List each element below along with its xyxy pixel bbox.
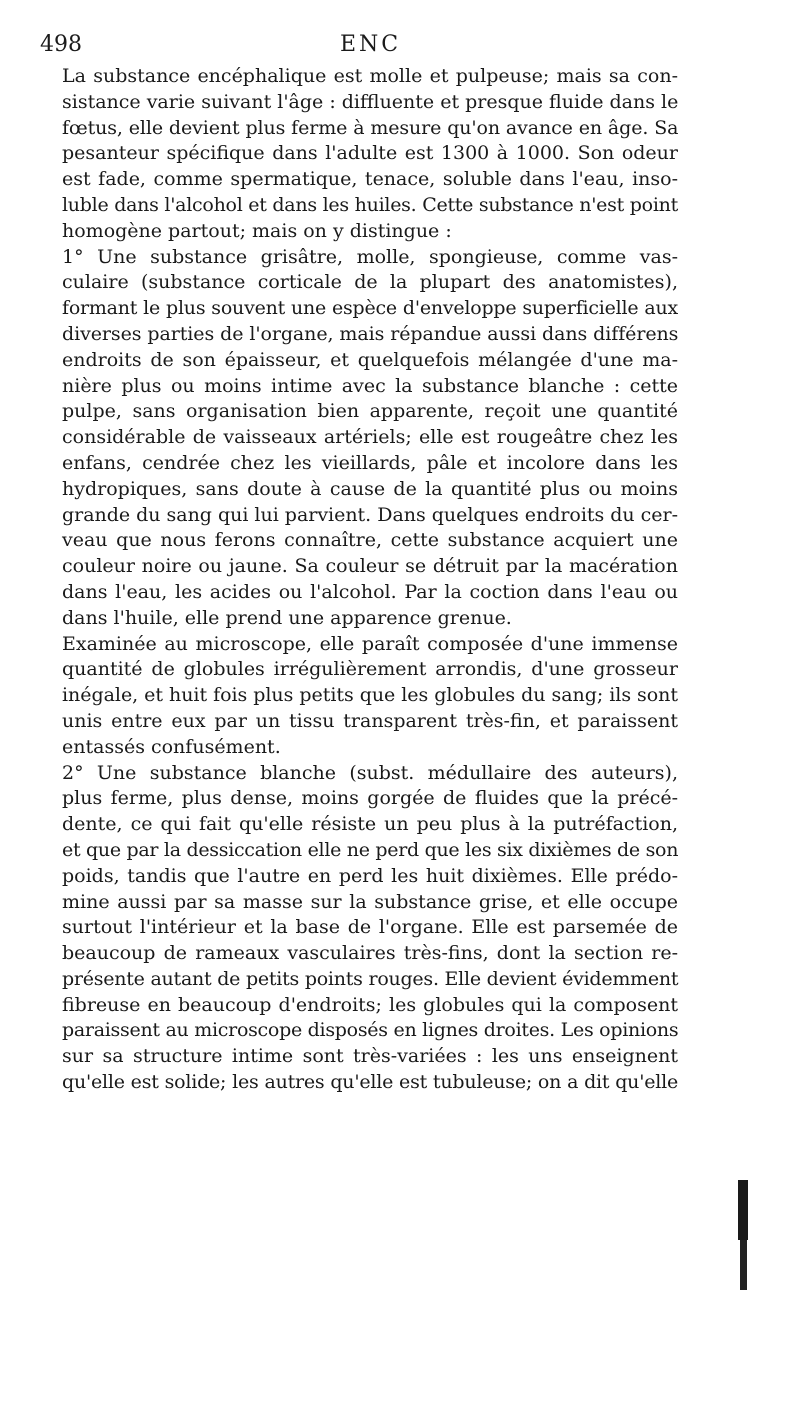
page-body — [62, 64, 678, 1096]
text-line: poids, tandis que l'autre en perd les huit dixièmes. Elle prédo- — [62, 864, 678, 887]
text-line: pulpe, sans organisation bien apparente, reçoit une quantité — [62, 400, 678, 423]
text-line: endroits de son épaisseur, et quelquefois mélangée d'une ma- — [62, 348, 678, 371]
text-line: considérable de vaisseaux artériels; elle est rougeâtre chez les — [62, 426, 678, 449]
text-line: dans l'huile, elle prend une apparence grenue. — [62, 606, 512, 629]
scan-edge-mark — [738, 1180, 748, 1240]
text-line: unis entre eux par un tissu transparent très-fin, et paraissent — [62, 709, 678, 732]
text-line: plus ferme, plus dense, moins gorgée de fluides que la précé- — [62, 787, 678, 810]
text-line: est fade, comme spermatique, tenace, soluble dans l'eau, inso- — [62, 168, 678, 191]
running-title: ENC — [340, 32, 402, 57]
text-line: nière plus ou moins intime avec la substance blanche : cette — [62, 374, 678, 397]
paragraph — [62, 245, 678, 632]
text-line: Examinée au microscope, elle paraît composée d'une immense — [62, 632, 678, 655]
paragraph — [62, 64, 678, 245]
text-line: fœtus, elle devient plus ferme à mesure qu'on avance en âge. Sa — [62, 116, 679, 139]
text-line: inégale, et huit fois plus petits que les globules du sang; ils sont — [62, 684, 678, 707]
text-line: enfans, cendrée chez les vieillards, pâle et incolore dans les — [62, 451, 678, 474]
text-line: beaucoup de rameaux vasculaires très-fins, dont la section re- — [62, 942, 678, 965]
text-line: pesanteur spécifique dans l'adulte est 1300 à 1000. Son odeur — [62, 142, 678, 165]
text-line: paraissent au microscope disposés en lignes droites. Les opinions — [62, 1019, 679, 1042]
paragraph — [62, 632, 678, 761]
scan-edge-mark — [740, 1240, 747, 1290]
text-line: sistance varie suivant l'âge : diffluente et presque fluide dans le — [62, 90, 679, 113]
text-line: homogène partout; mais on y distingue : — [62, 219, 452, 242]
text-line: 2° Une substance blanche (subst. médullaire des auteurs), — [62, 761, 678, 784]
text-line: hydropiques, sans doute à cause de la quantité plus ou moins — [62, 477, 678, 500]
text-line: diverses parties de l'organe, mais répandue aussi dans différens — [62, 322, 679, 345]
text-line: sur sa structure intime sont très-variées : les uns enseignent — [62, 1045, 678, 1068]
text-line: La substance encéphalique est molle et pulpeuse; mais sa con- — [62, 65, 678, 87]
text-line: formant le plus souvent une espèce d'enveloppe superficielle aux — [62, 297, 678, 320]
page-number: 498 — [40, 32, 82, 57]
paragraph — [62, 761, 678, 1096]
text-line: qu'elle est solide; les autres qu'elle est tubuleuse; on a dit qu'elle — [62, 1071, 678, 1094]
text-line: luble dans l'alcohol et dans les huiles. Cette substance n'est point — [62, 193, 678, 216]
text-line: présente autant de petits points rouges. Elle devient évidemment — [62, 967, 679, 990]
running-head — [40, 32, 680, 62]
text-line: culaire (substance corticale de la plupart des anatomistes), — [62, 271, 678, 294]
text-line: surtout l'intérieur et la base de l'organe. Elle est parsemée de — [62, 916, 678, 939]
text-line: grande du sang qui lui parvient. Dans quelques endroits du cer- — [62, 503, 679, 526]
text-line: couleur noire ou jaune. Sa couleur se détruit par la macération — [62, 555, 678, 578]
text-line: dans l'eau, les acides ou l'alcohol. Par la coction dans l'eau ou — [62, 580, 678, 603]
text-line: mine aussi par sa masse sur la substance grise, et elle occupe — [62, 890, 678, 913]
text-line: fibreuse en beaucoup d'endroits; les globules qui la composent — [62, 993, 678, 1016]
text-line: entassés confusément. — [62, 735, 281, 758]
text-line: quantité de globules irrégulièrement arrondis, d'une grosseur — [62, 658, 678, 681]
text-line: dente, ce qui fait qu'elle résiste un peu plus à la putréfaction, — [62, 813, 678, 836]
text-line: 1° Une substance grisâtre, molle, spongieuse, comme vas- — [62, 245, 678, 268]
text-line: veau que nous ferons connaître, cette substance acquiert une — [62, 529, 678, 552]
text-line: et que par la dessiccation elle ne perd que les six dixièmes de son — [62, 838, 679, 861]
